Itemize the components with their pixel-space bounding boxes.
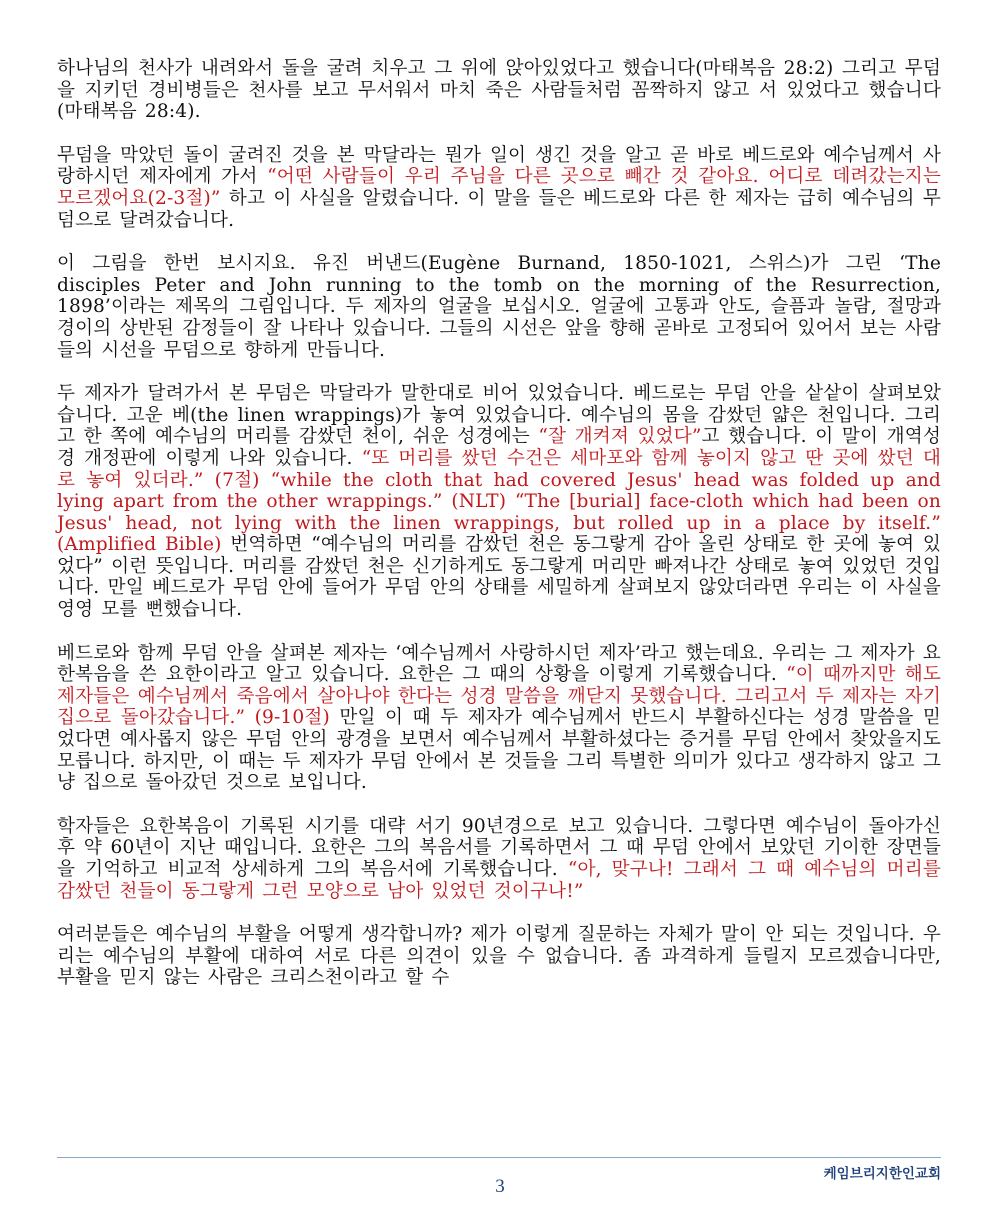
paragraph: [57, 643, 941, 794]
quote-text: “잘 개켜져 있었다”: [538, 426, 702, 448]
quote-text: “또 머리를 쌌던 수건은 세마포와 함께 놓이지 않고 딴 곳에 쌌던 대로 놓여 있더라.” (7절) “while the cloth that had covered Jesus' head was folded up and lying apart from the other wrappings.” (NLT) “The [burial] face-cloth which had been on Jesus' head, not lying with the linen wrappings, but rolled up in a place by itself.” (Amplified Bible): [57, 447, 941, 556]
paragraph-text: 하나님의 천사가 내려와서 돌을 굴려 치우고 그 위에 앉아있었다고 했습니다(마태복음 28:2) 그리고 무덤을 지키던 경비병들은 천사를 보고 무서워서 마치 죽은 사람들처럼 꼼짝하지 않고 서 있었다고 했습니다(마태복음 28:4).: [57, 58, 941, 123]
paragraph-text: 하고 이 사실을 알렸습니다. 이 말을 들은 베드로와 다른 한 제자는 급히 예수님의 무덤으로 달려갔습니다.: [57, 187, 941, 231]
paragraph: [57, 145, 941, 231]
paragraph-text: 무덤을 막았던 돌이 굴려진 것을 본 막달라는 뭔가 일이 생긴 것을 알고 곧 바로 베드로와 예수님께서 사랑하시던 제자에게 가서: [57, 144, 941, 188]
paragraph: [57, 58, 941, 123]
document-body: [57, 58, 941, 1011]
church-name: 케임브리지한인교회: [823, 1166, 941, 1182]
paragraph-text: 학자들은 요한복음이 기록된 시기를 대략 서기 90년경으로 보고 있습니다. 그렇다면 예수님이 돌아가신 후 약 60년이 지난 때입니다. 요한은 그의 복음서를 기록하면서 그 때 무덤 안에서 보았던 기이한 장면들을 기억하고 비교적 상세하게 그의 복음서에 기록했습니다.: [57, 815, 941, 880]
quote-text: “어떤 사람들이 우리 주님을 다른 곳으로 빼간 것 같아요. 어디로 데려갔는지는 모르겠어요(2-3절)”: [57, 166, 941, 209]
quote-text: “이 때까지만 해도 제자들은 예수님께서 죽음에서 살아나야 한다는 성경 말씀을 깨닫지 못했습니다. 그리고서 두 제자는 자기 집으로 돌아갔습니다.” (9-10절): [57, 664, 941, 729]
paragraph: [57, 253, 941, 361]
footer-divider: [57, 1157, 941, 1158]
paragraph-text: 여러분들은 예수님의 부활을 어떻게 생각합니까? 제가 이렇게 질문하는 자체가 말이 안 되는 것입니다. 우리는 예수님의 부활에 대하여 서로 다른 의견이 있을 수 없습니다. 좀 과격하게 들릴지 모르겠습니다만, 부활을 믿지 않는 사람은 크리스천이라고 할 수: [57, 924, 941, 989]
paragraph-text: 베드로와 함께 무덤 안을 살펴본 제자는 ‘예수님께서 사랑하시던 제자’라고 했는데요. 우리는 그 제자가 요한복음을 쓴 요한이라고 알고 있습니다. 요한은 그 때의 상황을 이렇게 기록했습니다.: [57, 642, 941, 686]
paragraph-text: 번역하면 “예수님의 머리를 감쌌던 천은 동그랗게 감아 올린 상태로 한 곳에 놓여 있었다” 이런 뜻입니다. 머리를 감쌌던 천은 신기하게도 동그랗게 머리만 빠져나간 상태로 놓여 있었던 것입니다. 만일 베드로가 무덤 안에 들어가 무덤 안의 상태를 세밀하게 살펴보지 않았더라면 우리는 이 사실을 영영 모를 뻔했습니다.: [57, 534, 942, 621]
paragraph: [57, 924, 941, 989]
paragraph: [57, 383, 941, 621]
paragraph-text: 만일 이 때 두 제자가 예수님께서 반드시 부활하신다는 성경 말씀을 믿었다면 예사롭지 않은 무덤 안의 광경을 보면서 예수님께서 부활하셨다는 증거를 무덤 안에서 찾았을지도 모릅니다. 하지만, 이 때는 두 제자가 무덤 안에서 본 것들을 그리 특별한 의미가 있다고 생각하지 않고 그냥 집으로 돌아갔던 것으로 보입니다.: [57, 707, 941, 794]
quote-text: “아, 맞구나! 그래서 그 때 예수님의 머리를 감쌌던 천들이 동그랗게 그런 모양으로 남아 있었던 것이구나!”: [57, 859, 941, 902]
paragraph-text: 고 했습니다. 이 말이 개역성경 개정판에 이렇게 나와 있습니다.: [57, 426, 941, 469]
page-number: 3: [495, 1176, 505, 1197]
paragraph: [57, 816, 941, 902]
paragraph-text: 이 그림을 한번 보시지요. 유진 버낸드(Eugène Burnand, 1850-1021, 스위스)가 그린 ‘The disciples Peter and John running to the tomb on the morning of the Resurrection, 1898’이라는 제목의 그림입니다. 두 제자의 얼굴을 보십시오. 얼굴에 고통과 안도, 슬픔과 놀람, 절망과 경이의 상반된 감정들이 잘 나타나 있습니다. 그들의 시선은 앞을 향해 곧바로 고정되어 있어서 보는 사람들의 시선을 무덤으로 향하게 만듭니다.: [57, 253, 941, 361]
paragraph-text: 두 제자가 달려가서 본 무덤은 막달라가 말한대로 비어 있었습니다. 베드로는 무덤 안을 샅샅이 살펴보았습니다. 고운 베(the linen wrappings)가 놓여 있었습니다. 예수님의 몸을 감쌌던 얇은 천입니다. 그리고 한 쪽에 예수님의 머리를 감쌌던 천이, 쉬운 성경에는: [57, 383, 941, 448]
